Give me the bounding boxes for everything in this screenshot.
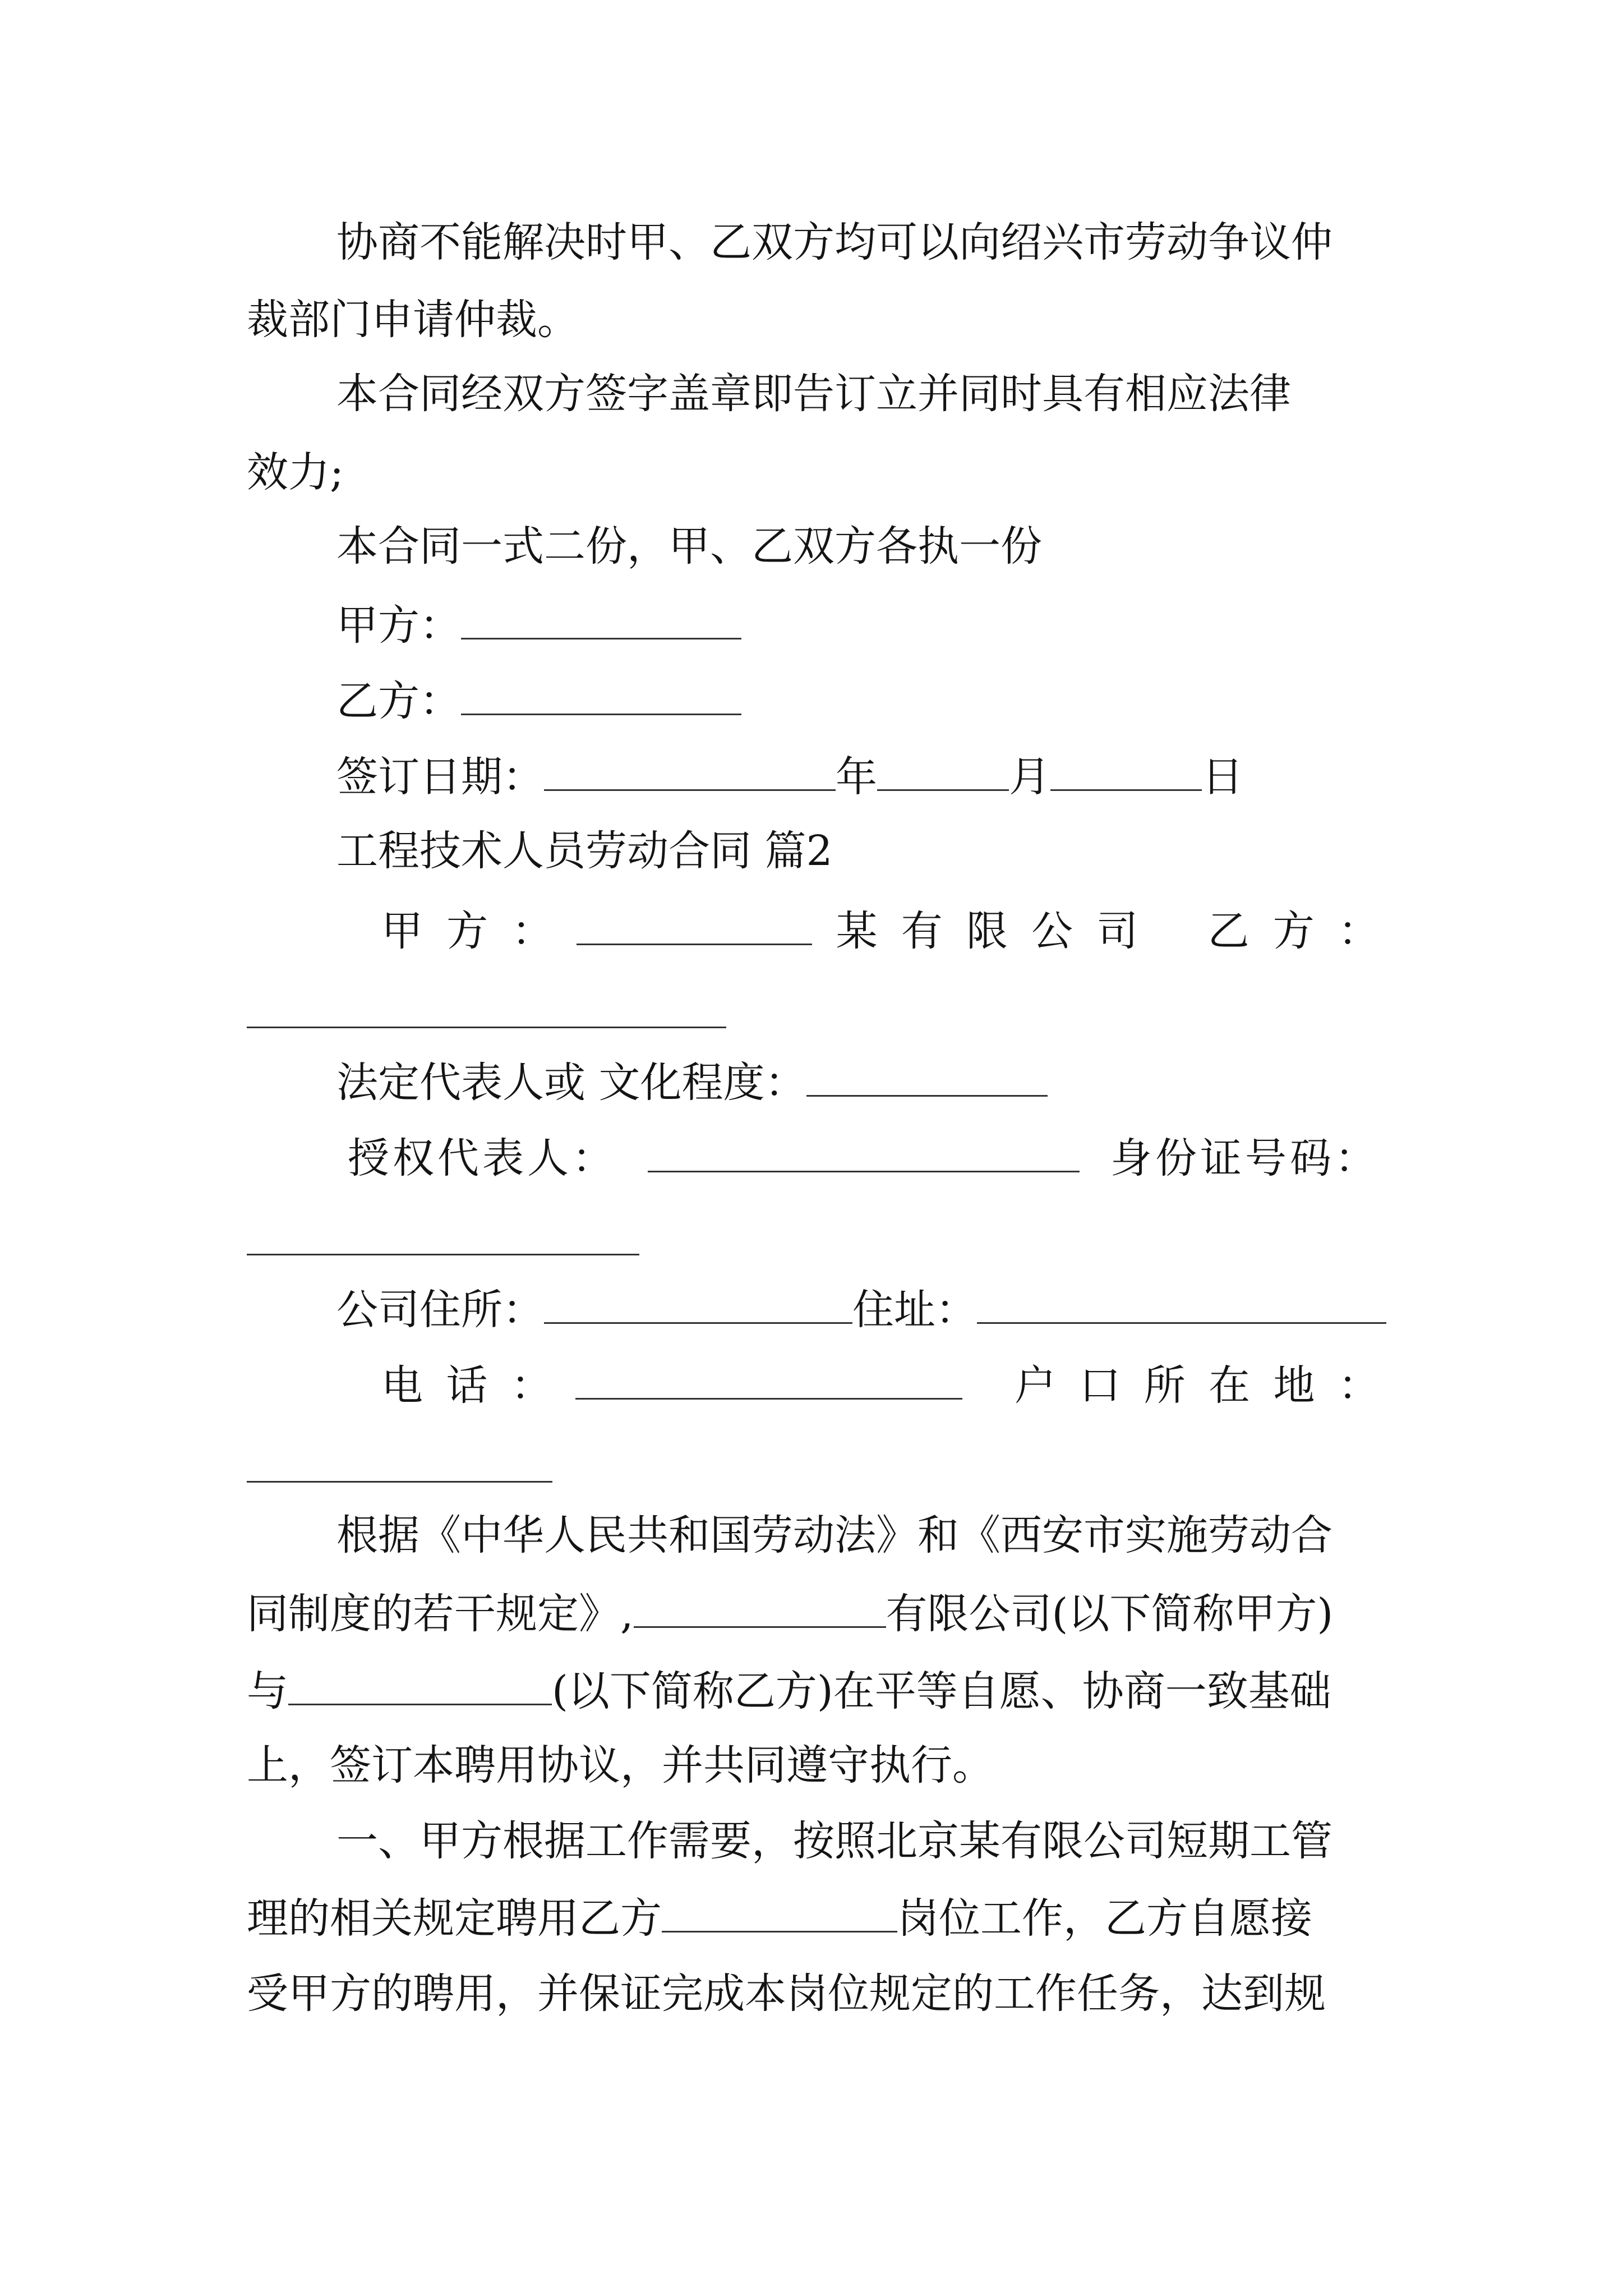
party-a-blank — [461, 603, 741, 639]
month-label: 月 — [1009, 753, 1050, 801]
paragraph-line: 本合同一式二份，甲、乙双方各执一份 — [336, 522, 1042, 570]
id-number-blank — [247, 1254, 639, 1255]
glyph: 口 — [1079, 1361, 1121, 1410]
glyph: 方 — [1272, 907, 1315, 955]
company-address-label: 公司住所： — [336, 1286, 544, 1334]
glyph: 方 — [446, 907, 488, 955]
party-a-label: 甲方： — [336, 601, 461, 650]
paragraph-line: 上，签订本聘用协议，并共同遵守执行。 — [247, 1741, 994, 1789]
paragraph-line: 协商不能解决时甲、乙双方均可以向绍兴市劳动争议仲 — [336, 218, 1332, 266]
glyph: ： — [510, 1361, 552, 1410]
sign-date-line — [336, 753, 1243, 801]
legal-rep-label: 法定代表人或 文化程度： — [336, 1059, 806, 1107]
glyph: 司 — [1096, 907, 1138, 955]
sign-date-label: 签订日期： — [336, 753, 544, 801]
company-address-blank — [544, 1287, 852, 1324]
day-label: 日 — [1202, 753, 1243, 801]
phone-blank — [575, 1363, 962, 1400]
party-b-name-blank — [247, 1027, 726, 1028]
month-blank — [877, 754, 1009, 791]
parties-line — [381, 907, 1380, 955]
text-segment: 理的相关规定聘用乙方 — [247, 1894, 662, 1943]
education-blank — [806, 1060, 1048, 1097]
glyph: 电 — [381, 1361, 423, 1410]
glyph: 乙 — [1207, 907, 1249, 955]
home-address-blank — [977, 1287, 1386, 1324]
paragraph-line — [247, 1590, 1334, 1638]
paragraph-line: 裁部门申请仲裁。 — [247, 296, 579, 344]
position-blank — [662, 1896, 897, 1932]
text-segment: 岗位工作，乙方自愿接 — [897, 1894, 1312, 1943]
text-segment: (以下简称乙方)在平等自愿、协商一致基础 — [552, 1667, 1331, 1715]
glyph: 在 — [1209, 1361, 1251, 1410]
party-a-line — [336, 601, 741, 650]
paragraph-line — [247, 1667, 1331, 1715]
year-label: 年 — [836, 753, 877, 801]
id-number-label: 身份证号码： — [1110, 1134, 1380, 1182]
glyph: 甲 — [381, 907, 423, 955]
paragraph-line: 本合同经双方签字盖章即告订立并同时具有相应法律 — [336, 370, 1291, 418]
glyph: 公 — [1031, 907, 1073, 955]
paragraph-line: 受甲方的聘用，并保证完成本岗位规定的工作任务，达到规 — [247, 1970, 1326, 2018]
company-name-blank — [577, 909, 812, 945]
party-b-label: 乙方： — [336, 677, 461, 725]
glyph: 地 — [1273, 1361, 1315, 1410]
day-blank — [1050, 754, 1202, 791]
party-b-line — [336, 677, 741, 725]
year-blank — [544, 754, 836, 791]
authorized-rep-blank — [648, 1136, 1080, 1172]
party-b-blank-2 — [288, 1669, 552, 1705]
paragraph-line — [247, 1894, 1312, 1943]
section-heading: 工程技术人员劳动合同 篇2 — [336, 827, 833, 875]
glyph: ： — [1338, 907, 1380, 955]
paragraph-line: 一、甲方根据工作需要，按照北京某有限公司短期工管 — [336, 1817, 1332, 1865]
home-address-label: 住址： — [852, 1286, 977, 1334]
glyph: 某 — [836, 907, 878, 955]
glyph: ： — [511, 907, 554, 955]
text-segment: 有限公司(以下简称甲方) — [886, 1590, 1334, 1638]
glyph: 户 — [1014, 1361, 1056, 1410]
glyph: 限 — [966, 907, 1008, 955]
paragraph-line: 效力; — [247, 448, 344, 496]
phone-line — [381, 1361, 1380, 1410]
legal-rep-line — [336, 1059, 1048, 1107]
company-blank — [634, 1591, 886, 1628]
glyph: 话 — [446, 1361, 488, 1410]
authorized-rep-label: 授权代表人： — [348, 1134, 617, 1182]
authorized-rep-line — [348, 1134, 1380, 1182]
household-registration-blank — [247, 1481, 552, 1483]
address-line — [336, 1286, 1386, 1334]
paragraph-line: 根据《中华人民共和国劳动法》和《西安市实施劳动合 — [336, 1511, 1332, 1559]
glyph: 所 — [1144, 1361, 1186, 1410]
text-segment: 与 — [247, 1667, 288, 1715]
glyph: ： — [1338, 1361, 1380, 1410]
text-segment: 同制度的若干规定》, — [247, 1590, 634, 1638]
party-b-blank — [461, 679, 741, 715]
glyph: 有 — [901, 907, 943, 955]
